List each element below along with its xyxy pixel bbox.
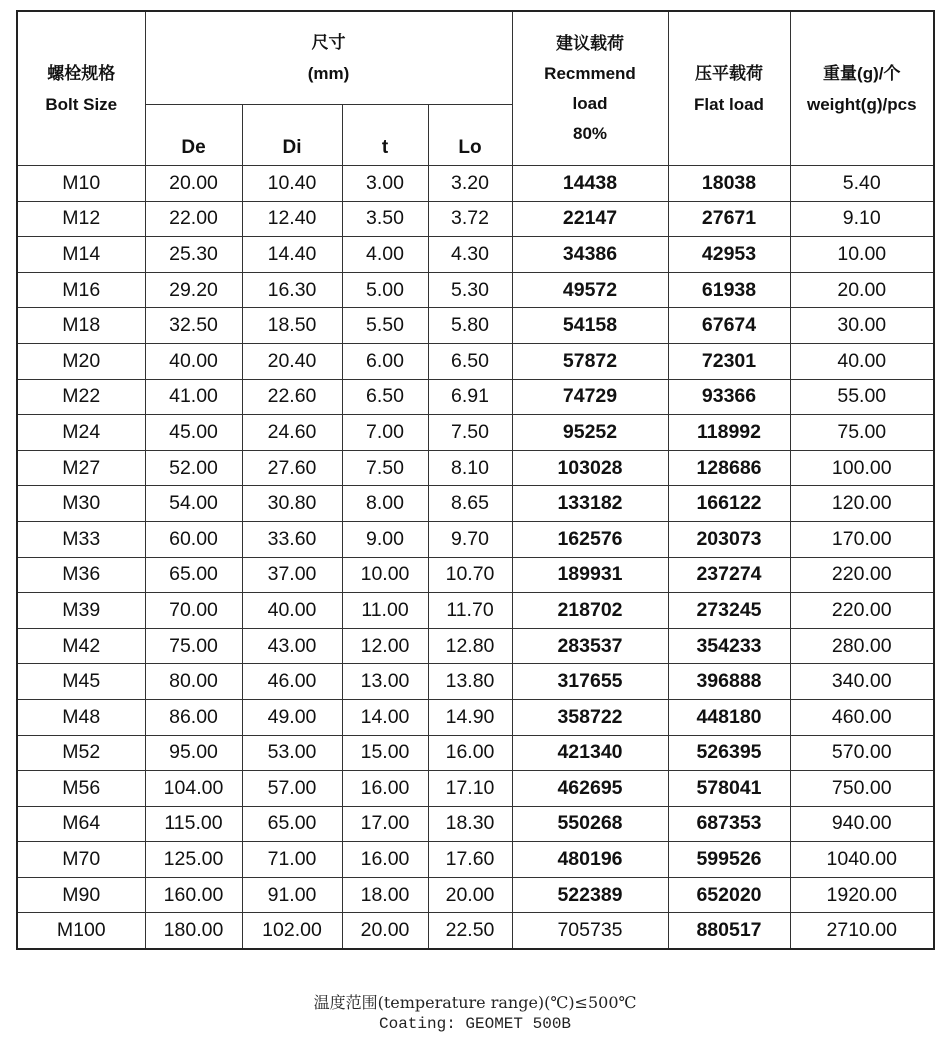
- cell-de: 86.00: [145, 699, 242, 735]
- cell-recommend-load: 358722: [512, 699, 668, 735]
- cell-lo: 7.50: [428, 415, 512, 451]
- table-row: [17, 450, 934, 486]
- cell-bolt-size: M14: [17, 237, 145, 273]
- table-row: [17, 628, 934, 664]
- cell-flat-load: 18038: [668, 166, 790, 202]
- header-de: De: [145, 105, 242, 166]
- cell-recommend-load: 550268: [512, 806, 668, 842]
- cell-recommend-load: 34386: [512, 237, 668, 273]
- table-row: [17, 735, 934, 771]
- cell-flat-load: 354233: [668, 628, 790, 664]
- cell-t: 7.50: [342, 450, 428, 486]
- table-row: [17, 699, 934, 735]
- cell-weight: 750.00: [790, 771, 934, 807]
- cell-flat-load: 273245: [668, 593, 790, 629]
- table-row: [17, 486, 934, 522]
- cell-lo: 5.80: [428, 308, 512, 344]
- cell-de: 60.00: [145, 521, 242, 557]
- cell-bolt-size: M12: [17, 201, 145, 237]
- table-row: [17, 877, 934, 913]
- table-row: [17, 521, 934, 557]
- cell-di: 30.80: [242, 486, 342, 522]
- cell-di: 91.00: [242, 877, 342, 913]
- cell-di: 49.00: [242, 699, 342, 735]
- cell-di: 57.00: [242, 771, 342, 807]
- table-row: [17, 771, 934, 807]
- cell-lo: 17.10: [428, 771, 512, 807]
- cell-bolt-size: M100: [17, 913, 145, 949]
- cell-t: 16.00: [342, 771, 428, 807]
- cell-bolt-size: M39: [17, 593, 145, 629]
- cell-t: 3.50: [342, 201, 428, 237]
- cell-flat-load: 526395: [668, 735, 790, 771]
- cell-bolt-size: M70: [17, 842, 145, 878]
- cell-weight: 120.00: [790, 486, 934, 522]
- cell-t: 5.50: [342, 308, 428, 344]
- cell-lo: 6.91: [428, 379, 512, 415]
- cell-weight: 340.00: [790, 664, 934, 700]
- cell-t: 17.00: [342, 806, 428, 842]
- cell-de: 115.00: [145, 806, 242, 842]
- cell-t: 14.00: [342, 699, 428, 735]
- cell-bolt-size: M45: [17, 664, 145, 700]
- cell-lo: 16.00: [428, 735, 512, 771]
- cell-di: 18.50: [242, 308, 342, 344]
- cell-lo: 10.70: [428, 557, 512, 593]
- table-row: [17, 593, 934, 629]
- cell-recommend-load: 103028: [512, 450, 668, 486]
- cell-lo: 18.30: [428, 806, 512, 842]
- table-row: [17, 557, 934, 593]
- cell-bolt-size: M18: [17, 308, 145, 344]
- cell-bolt-size: M90: [17, 877, 145, 913]
- cell-recommend-load: 14438: [512, 166, 668, 202]
- table-row: [17, 343, 934, 379]
- cell-recommend-load: 480196: [512, 842, 668, 878]
- table-row: [17, 415, 934, 451]
- cell-flat-load: 118992: [668, 415, 790, 451]
- cell-lo: 9.70: [428, 521, 512, 557]
- cell-t: 7.00: [342, 415, 428, 451]
- cell-lo: 14.90: [428, 699, 512, 735]
- cell-lo: 4.30: [428, 237, 512, 273]
- table-body: [17, 166, 934, 950]
- cell-weight: 280.00: [790, 628, 934, 664]
- cell-flat-load: 687353: [668, 806, 790, 842]
- cell-de: 22.00: [145, 201, 242, 237]
- cell-flat-load: 67674: [668, 308, 790, 344]
- cell-di: 53.00: [242, 735, 342, 771]
- cell-weight: 9.10: [790, 201, 934, 237]
- cell-de: 25.30: [145, 237, 242, 273]
- cell-weight: 100.00: [790, 450, 934, 486]
- cell-di: 37.00: [242, 557, 342, 593]
- cell-weight: 1920.00: [790, 877, 934, 913]
- cell-lo: 20.00: [428, 877, 512, 913]
- table-row: [17, 664, 934, 700]
- cell-flat-load: 652020: [668, 877, 790, 913]
- table-row: [17, 237, 934, 273]
- cell-lo: 12.80: [428, 628, 512, 664]
- cell-recommend-load: 283537: [512, 628, 668, 664]
- cell-de: 180.00: [145, 913, 242, 949]
- temperature-note: 温度范围(temperature range)(℃)≤500℃: [313, 993, 637, 1012]
- header-dimension: 尺寸 (mm): [145, 11, 512, 105]
- cell-weight: 40.00: [790, 343, 934, 379]
- header-flat-load: 压平载荷 Flat load: [668, 11, 790, 166]
- cell-bolt-size: M10: [17, 166, 145, 202]
- cell-bolt-size: M36: [17, 557, 145, 593]
- cell-de: 45.00: [145, 415, 242, 451]
- cell-flat-load: 166122: [668, 486, 790, 522]
- cell-flat-load: 880517: [668, 913, 790, 949]
- header-bolt-size: 螺栓规格 Bolt Size: [17, 11, 145, 166]
- table-row: [17, 166, 934, 202]
- cell-de: 80.00: [145, 664, 242, 700]
- table-row: [17, 379, 934, 415]
- header-lo: Lo: [428, 105, 512, 166]
- cell-de: 125.00: [145, 842, 242, 878]
- cell-de: 52.00: [145, 450, 242, 486]
- cell-flat-load: 578041: [668, 771, 790, 807]
- cell-de: 104.00: [145, 771, 242, 807]
- cell-di: 40.00: [242, 593, 342, 629]
- cell-lo: 6.50: [428, 343, 512, 379]
- cell-weight: 170.00: [790, 521, 934, 557]
- table-row: [17, 806, 934, 842]
- cell-t: 3.00: [342, 166, 428, 202]
- cell-recommend-load: 54158: [512, 308, 668, 344]
- cell-t: 20.00: [342, 913, 428, 949]
- cell-t: 4.00: [342, 237, 428, 273]
- cell-lo: 8.10: [428, 450, 512, 486]
- cell-weight: 1040.00: [790, 842, 934, 878]
- cell-di: 33.60: [242, 521, 342, 557]
- cell-flat-load: 27671: [668, 201, 790, 237]
- cell-lo: 3.20: [428, 166, 512, 202]
- cell-weight: 55.00: [790, 379, 934, 415]
- cell-de: 32.50: [145, 308, 242, 344]
- cell-de: 70.00: [145, 593, 242, 629]
- cell-flat-load: 42953: [668, 237, 790, 273]
- cell-lo: 3.72: [428, 201, 512, 237]
- cell-di: 43.00: [242, 628, 342, 664]
- cell-recommend-load: 162576: [512, 521, 668, 557]
- cell-flat-load: 599526: [668, 842, 790, 878]
- cell-di: 14.40: [242, 237, 342, 273]
- cell-flat-load: 448180: [668, 699, 790, 735]
- cell-recommend-load: 133182: [512, 486, 668, 522]
- cell-di: 12.40: [242, 201, 342, 237]
- cell-t: 6.00: [342, 343, 428, 379]
- cell-recommend-load: 421340: [512, 735, 668, 771]
- cell-de: 40.00: [145, 343, 242, 379]
- cell-weight: 220.00: [790, 557, 934, 593]
- header-weight: 重量(g)/个 weight(g)/pcs: [790, 11, 934, 166]
- cell-t: 8.00: [342, 486, 428, 522]
- cell-bolt-size: M16: [17, 272, 145, 308]
- header-recommend-load: 建议载荷 Recmmend load 80%: [512, 11, 668, 166]
- cell-lo: 11.70: [428, 593, 512, 629]
- table-row: [17, 308, 934, 344]
- cell-weight: 940.00: [790, 806, 934, 842]
- cell-de: 29.20: [145, 272, 242, 308]
- cell-recommend-load: 522389: [512, 877, 668, 913]
- cell-recommend-load: 57872: [512, 343, 668, 379]
- cell-de: 54.00: [145, 486, 242, 522]
- cell-t: 15.00: [342, 735, 428, 771]
- cell-bolt-size: M52: [17, 735, 145, 771]
- cell-flat-load: 237274: [668, 557, 790, 593]
- cell-de: 160.00: [145, 877, 242, 913]
- cell-di: 22.60: [242, 379, 342, 415]
- cell-weight: 10.00: [790, 237, 934, 273]
- cell-bolt-size: M22: [17, 379, 145, 415]
- cell-weight: 220.00: [790, 593, 934, 629]
- cell-bolt-size: M27: [17, 450, 145, 486]
- coating-note: Coating: GEOMET 500B: [378, 1015, 572, 1033]
- cell-t: 12.00: [342, 628, 428, 664]
- cell-de: 95.00: [145, 735, 242, 771]
- cell-de: 65.00: [145, 557, 242, 593]
- cell-weight: 20.00: [790, 272, 934, 308]
- cell-weight: 5.40: [790, 166, 934, 202]
- cell-weight: 570.00: [790, 735, 934, 771]
- cell-t: 5.00: [342, 272, 428, 308]
- cell-weight: 460.00: [790, 699, 934, 735]
- cell-t: 9.00: [342, 521, 428, 557]
- cell-lo: 13.80: [428, 664, 512, 700]
- cell-t: 18.00: [342, 877, 428, 913]
- cell-lo: 17.60: [428, 842, 512, 878]
- cell-bolt-size: M56: [17, 771, 145, 807]
- cell-di: 10.40: [242, 166, 342, 202]
- cell-flat-load: 128686: [668, 450, 790, 486]
- header-di: Di: [242, 105, 342, 166]
- cell-recommend-load: 49572: [512, 272, 668, 308]
- cell-flat-load: 61938: [668, 272, 790, 308]
- cell-bolt-size: M24: [17, 415, 145, 451]
- cell-recommend-load: 218702: [512, 593, 668, 629]
- cell-di: 102.00: [242, 913, 342, 949]
- cell-t: 6.50: [342, 379, 428, 415]
- cell-flat-load: 93366: [668, 379, 790, 415]
- cell-de: 20.00: [145, 166, 242, 202]
- table-row: [17, 201, 934, 237]
- cell-t: 10.00: [342, 557, 428, 593]
- header-t: t: [342, 105, 428, 166]
- cell-weight: 75.00: [790, 415, 934, 451]
- cell-weight: 2710.00: [790, 913, 934, 949]
- cell-recommend-load: 22147: [512, 201, 668, 237]
- cell-di: 65.00: [242, 806, 342, 842]
- cell-lo: 22.50: [428, 913, 512, 949]
- cell-bolt-size: M48: [17, 699, 145, 735]
- table-row: [17, 272, 934, 308]
- cell-flat-load: 72301: [668, 343, 790, 379]
- cell-de: 41.00: [145, 379, 242, 415]
- cell-t: 16.00: [342, 842, 428, 878]
- cell-bolt-size: M20: [17, 343, 145, 379]
- cell-lo: 5.30: [428, 272, 512, 308]
- cell-recommend-load: 462695: [512, 771, 668, 807]
- cell-bolt-size: M30: [17, 486, 145, 522]
- cell-di: 16.30: [242, 272, 342, 308]
- cell-t: 11.00: [342, 593, 428, 629]
- cell-di: 20.40: [242, 343, 342, 379]
- cell-bolt-size: M33: [17, 521, 145, 557]
- cell-di: 46.00: [242, 664, 342, 700]
- cell-flat-load: 396888: [668, 664, 790, 700]
- cell-recommend-load: 74729: [512, 379, 668, 415]
- cell-recommend-load: 95252: [512, 415, 668, 451]
- table-row: [17, 842, 934, 878]
- cell-di: 24.60: [242, 415, 342, 451]
- cell-bolt-size: M42: [17, 628, 145, 664]
- cell-weight: 30.00: [790, 308, 934, 344]
- cell-recommend-load: 317655: [512, 664, 668, 700]
- cell-recommend-load: 189931: [512, 557, 668, 593]
- cell-flat-load: 203073: [668, 521, 790, 557]
- cell-t: 13.00: [342, 664, 428, 700]
- spec-table: [16, 10, 935, 950]
- cell-de: 75.00: [145, 628, 242, 664]
- cell-lo: 8.65: [428, 486, 512, 522]
- cell-di: 27.60: [242, 450, 342, 486]
- cell-recommend-load: 705735: [512, 913, 668, 949]
- table-row: [17, 913, 934, 949]
- cell-di: 71.00: [242, 842, 342, 878]
- cell-bolt-size: M64: [17, 806, 145, 842]
